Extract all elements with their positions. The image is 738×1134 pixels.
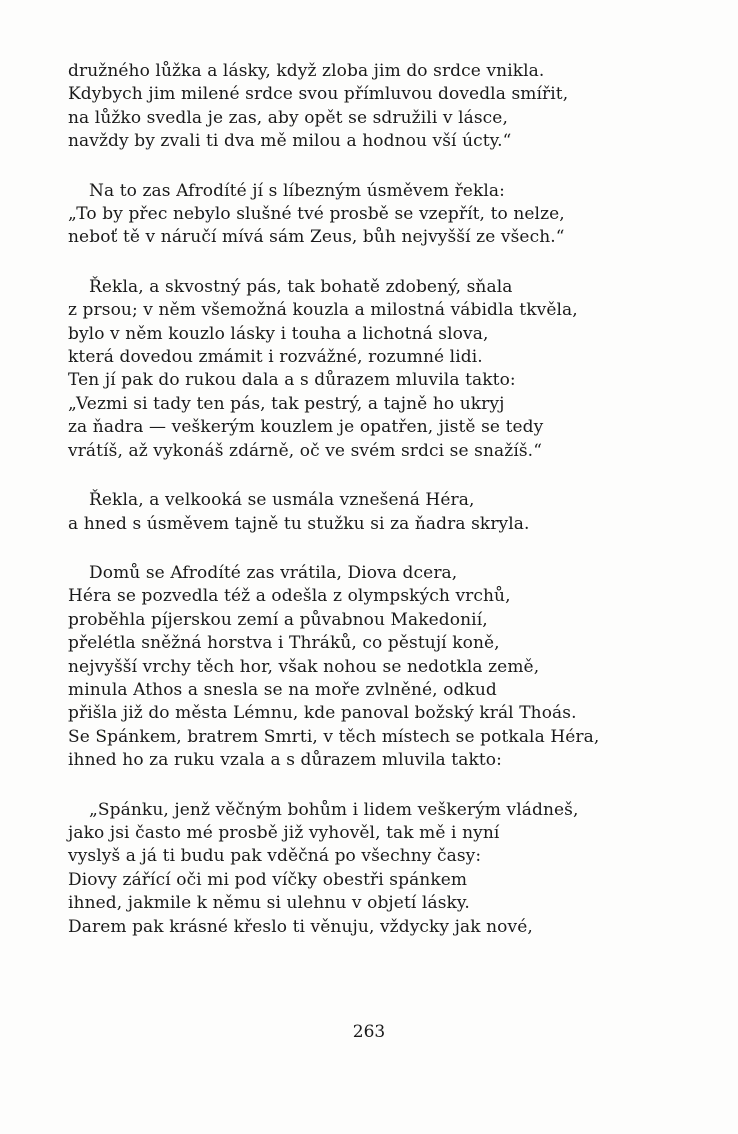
verse-line: ihned ho za ruku vzala a s důrazem mluvila takto: <box>68 750 502 771</box>
verse-line: „Spánku, jenž věčným bohům i lidem veškerým vládneš, <box>89 799 579 820</box>
verse-line: přelétla sněžná horstva i Thráků, co pěstují koně, <box>68 633 500 654</box>
verse-line: za ňadra — veškerým kouzlem je opatřen, jistě se tedy <box>68 417 544 438</box>
verse-line: „To by přec nebylo slušné tvé prosbě se vzepřít, to nelze, <box>68 204 565 225</box>
page-number: 263 <box>352 1022 386 1042</box>
stanza-3 <box>68 276 728 463</box>
stanza-2 <box>68 180 728 250</box>
verse-line: Kdybych jim milené srdce svou přímluvou dovedla smířit, <box>68 84 569 105</box>
verse-line: ihned, jakmile k němu si ulehnu v objetí lásky. <box>68 893 470 914</box>
verse-line: Řekla, a velkooká se usmála vznešená Héra, <box>89 490 475 511</box>
verse-line: a hned s úsměvem tajně tu stužku si za ňadra skryla. <box>68 513 530 534</box>
verse-line: neboť tě v náručí mívá sám Zeus, bůh nejvyšší ze všech.“ <box>68 227 565 248</box>
verse-line: družného lůžka a lásky, když zloba jim do srdce vnikla. <box>68 61 545 81</box>
verse-line: Se Spánkem, bratrem Smrti, v těch místech se potkala Héra, <box>68 726 600 747</box>
verse-line: Řekla, a skvostný pás, tak bohatě zdobený, sňala <box>89 276 513 297</box>
verse-line: „Vezmi si tady ten pás, tak pestrý, a tajně ho ukryj <box>68 393 505 414</box>
verse-line: vrátíš, až vykonáš zdárně, oč ve svém srdci se snažíš.“ <box>68 440 542 461</box>
verse-line: Ten jí pak do rukou dala a s důrazem mluvila takto: <box>68 370 516 391</box>
verse-line: minula Athos a snesla se na moře zvlněné, odkud <box>68 679 497 700</box>
verse-line: Domů se Afrodíté zas vrátila, Diova dcera, <box>89 562 458 583</box>
stanza-6 <box>68 799 728 939</box>
verse-line: která dovedou zmámit i rozvážné, rozumné lidi. <box>68 347 483 368</box>
verse-line: na lůžko svedla je zas, aby opět se sdružili v lásce, <box>68 107 508 128</box>
verse-line: Diovy zářící oči mi pod víčky obestři spánkem <box>68 869 468 890</box>
verse-line: vyslyš a já ti budu pak vděčná po všechny časy: <box>68 846 482 867</box>
stanza-4 <box>68 489 728 536</box>
verse-line: bylo v něm kouzlo lásky i touha a lichotná slova, <box>68 323 489 344</box>
verse-line: nejvyšší vrchy těch hor, však nohou se nedotkla země, <box>68 656 540 677</box>
verse-line: Na to zas Afrodíté jí s líbezným úsměvem řekla: <box>89 180 505 201</box>
stanza-1 <box>68 60 728 154</box>
verse-line: z prsou; v něm všemožná kouzla a milostná vábidla tkvěla, <box>68 300 578 321</box>
verse-line: Héra se pozvedla též a odešla z olympských vrchů, <box>68 586 511 607</box>
verse-line: proběhla píjerskou zemí a půvabnou Makedonií, <box>68 609 488 630</box>
verse-line: přišla již do města Lémnu, kde panoval božský král Thoás. <box>68 703 577 724</box>
verse-line: Darem pak krásné křeslo ti věnuju, vždycky jak nové, <box>68 916 533 937</box>
stanza-5 <box>68 562 728 773</box>
poem-text <box>68 60 728 965</box>
verse-line: jako jsi často mé prosbě již vyhověl, tak mě i nyní <box>68 822 500 843</box>
verse-line: navždy by zvali ti dva mě milou a hodnou vší úcty.“ <box>68 131 512 152</box>
